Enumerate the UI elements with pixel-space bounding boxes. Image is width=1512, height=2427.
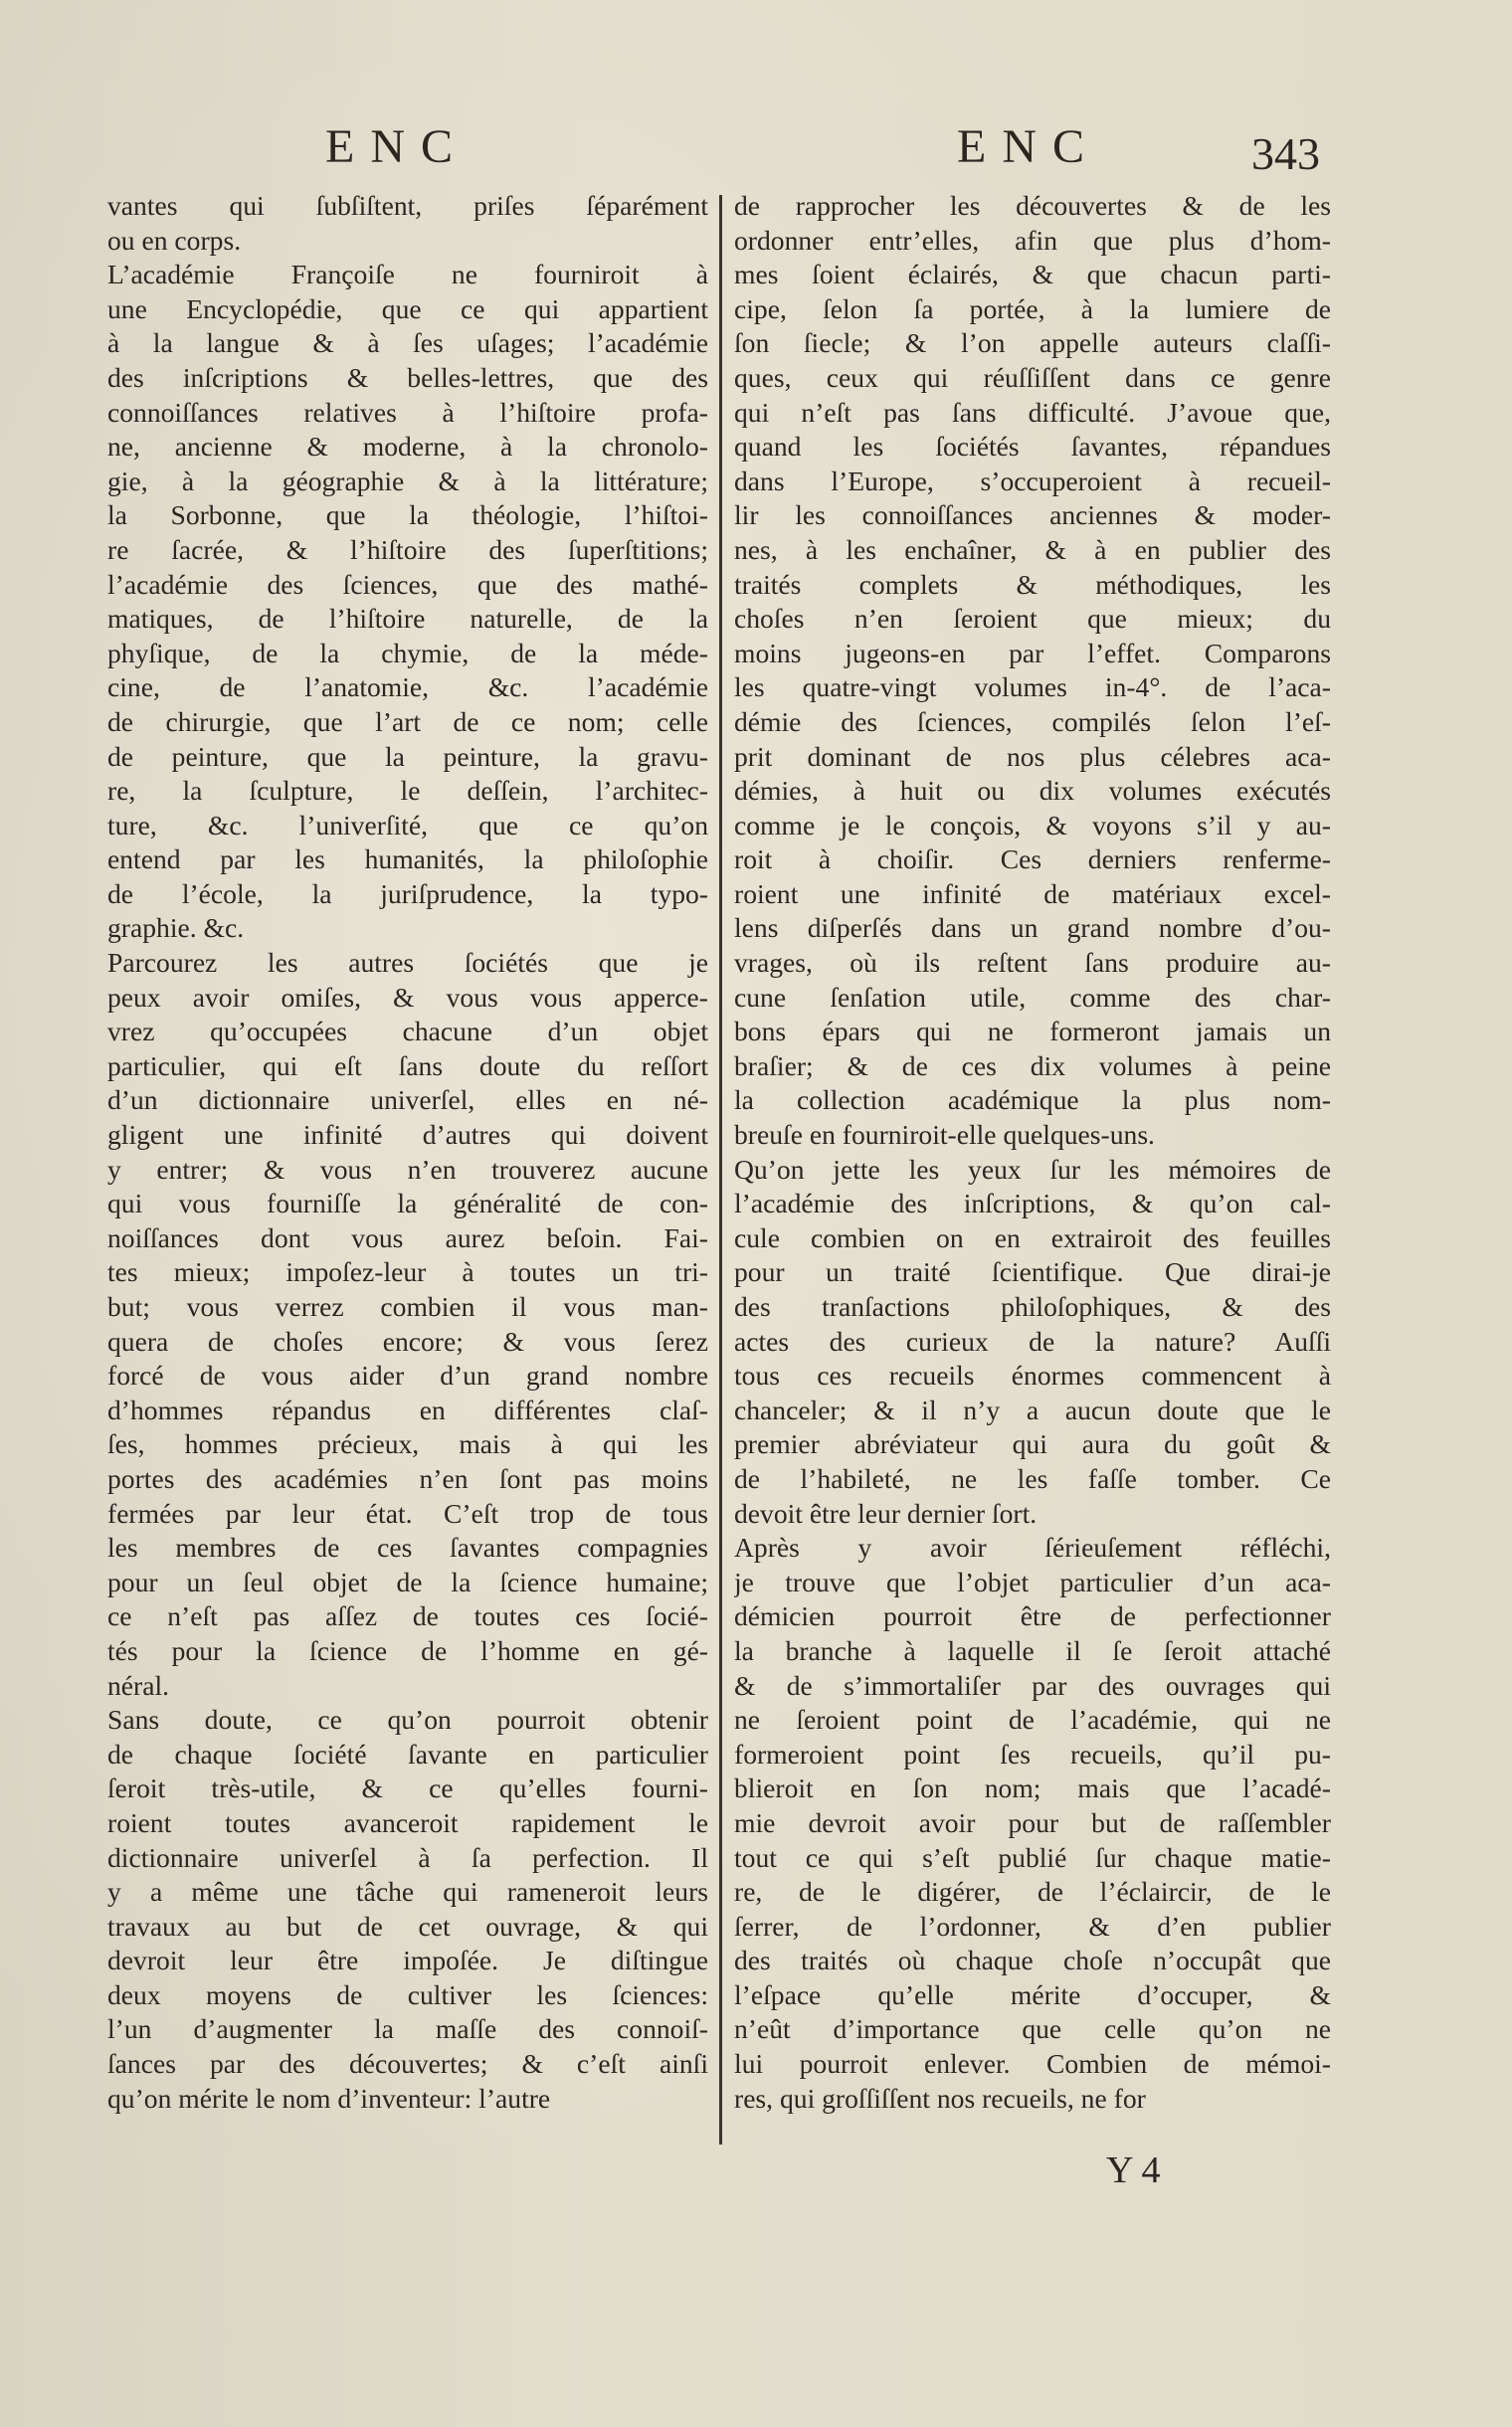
running-header <box>0 119 1512 189</box>
text-line: la collection académique la plus nom- <box>734 1084 1331 1116</box>
text-line: portes des académies n’en ſont pas moins <box>107 1462 708 1494</box>
text-line: braſier; & de ces dix volumes à peine <box>734 1049 1331 1081</box>
text-line: ce n’eſt pas aſſez de toutes ces ſocié- <box>107 1600 708 1632</box>
text-line: ſances par des découvertes; & c’eſt ainſi <box>107 2048 708 2080</box>
text-line: moins jugeons-en par l’effet. Comparons <box>734 637 1331 668</box>
text-line: roit à choiſir. Ces derniers renferme- <box>734 843 1331 875</box>
text-line: but; vous verrez combien il vous man- <box>107 1291 708 1322</box>
text-line: des traités où chaque choſe n’occupât que <box>734 1945 1331 1976</box>
text-line: ordonner entr’elles, afin que plus d’hom- <box>734 224 1331 256</box>
text-line: cipe, ſelon ſa portée, à la lumiere de <box>734 292 1331 324</box>
text-line: de l’école, la juriſprudence, la typo- <box>107 877 708 909</box>
left-column <box>107 189 708 2116</box>
text-line: actes des curieux de la nature? Auſſi <box>734 1325 1331 1357</box>
header-left-word: ENC <box>325 120 469 173</box>
text-line: d’un dictionnaire univerſel, elles en né- <box>107 1084 708 1116</box>
text-line: phyſique, de la chymie, de la méde- <box>107 637 708 668</box>
text-line: ne, ancienne & moderne, à la chronolo- <box>107 431 708 463</box>
text-line: breuſe en fourniroit-elle quelques-uns. <box>734 1119 1155 1151</box>
text-line: roient une infinité de matériaux excel- <box>734 877 1331 909</box>
text-line: des tranſactions philoſophiques, & des <box>734 1291 1331 1322</box>
text-line: de l’habileté, ne les faſſe tomber. Ce <box>734 1462 1331 1494</box>
text-line: Sans doute, ce qu’on pourroit obtenir <box>107 1704 708 1736</box>
text-line: devoit être leur dernier ſort. <box>734 1497 1038 1529</box>
text-line: l’académie des ſciences, que des mathé- <box>107 568 708 600</box>
text-line: matiques, de l’hiſtoire naturelle, de la <box>107 603 708 635</box>
text-line: de chirurgie, que l’art de ce nom; celle <box>107 705 708 737</box>
signature-mark: Y 4 <box>1106 2149 1161 2191</box>
column-divider <box>719 195 722 2145</box>
text-line: formeroient point ſes recueils, qu’il pu- <box>734 1738 1331 1770</box>
text-line: n’eût d’importance que celle qu’on ne <box>734 2013 1331 2045</box>
text-line: vrez qu’occupées chacune d’un objet <box>107 1016 708 1047</box>
text-line: tout ce qui s’eſt publié ſur chaque matie- <box>734 1841 1331 1873</box>
text-line: l’académie des inſcriptions, & qu’on cal- <box>734 1188 1331 1219</box>
text-line: res, qui groſſiſſent nos recueils, ne for <box>734 2082 1146 2114</box>
text-line: noiſſances dont vous aurez beſoin. Fai- <box>107 1221 708 1253</box>
text-line: tous ces recueils énormes commencent à <box>734 1360 1331 1392</box>
text-line: cule combien on en extrairoit des feuilles <box>734 1221 1331 1253</box>
text-line: comme je le conçois, & voyons s’il y au- <box>734 809 1331 840</box>
header-right-word: ENC <box>957 120 1100 173</box>
text-line: deux moyens de cultiver les ſciences: <box>107 1978 708 2010</box>
text-line: quera de choſes encore; & vous ſerez <box>107 1325 708 1357</box>
text-line: ou en corps. <box>107 224 242 256</box>
text-line: particulier, qui eſt ſans doute du reſſort <box>107 1049 708 1081</box>
text-line: mie devroit avoir pour but de raſſembler <box>734 1806 1331 1838</box>
text-line: dans l’Europe, s’occuperoient à recueil- <box>734 465 1331 496</box>
text-line: de chaque ſociété ſavante en particulier <box>107 1738 708 1770</box>
text-line: entend par les humanités, la philoſophie <box>107 843 708 875</box>
text-line: re, de le digérer, de l’éclaircir, de le <box>734 1876 1331 1908</box>
text-line: dictionnaire univerſel à ſa perfection. Il <box>107 1841 708 1873</box>
text-line: blieroit en ſon nom; mais que l’acadé- <box>734 1773 1331 1804</box>
text-line: cune ſenſation utile, comme des char- <box>734 981 1331 1013</box>
text-line: qui vous fourniſſe la généralité de con- <box>107 1188 708 1219</box>
text-line: premier abréviateur qui aura du goût & <box>734 1428 1331 1460</box>
text-line: la Sorbonne, que la théologie, l’hiſtoi- <box>107 499 708 531</box>
text-line: gligent une infinité d’autres qui doivent <box>107 1119 708 1151</box>
text-line: démicien pourroit être de perfectionner <box>734 1600 1331 1632</box>
text-line: Après y avoir ſérieuſement réfléchi, <box>734 1532 1331 1564</box>
text-line: traités complets & méthodiques, les <box>734 568 1331 600</box>
text-line: forcé de vous aider d’un grand nombre <box>107 1360 708 1392</box>
text-line: les membres de ces ſavantes compagnies <box>107 1532 708 1564</box>
text-line: ſerrer, de l’ordonner, & d’en publier <box>734 1910 1331 1942</box>
text-line: les quatre-vingt volumes in-4°. de l’aca- <box>734 671 1331 703</box>
text-line: gie, à la géographie & à la littérature; <box>107 465 708 496</box>
text-line: quand les ſociétés ſavantes, répandues <box>734 431 1331 463</box>
text-line: nes, à les enchaîner, & à en publier des <box>734 533 1331 565</box>
text-line: L’académie Françoiſe ne fourniroit à <box>107 259 708 290</box>
text-line: chanceler; & il n’y a aucun doute que le <box>734 1394 1331 1425</box>
text-line: cine, de l’anatomie, &c. l’académie <box>107 671 708 703</box>
page-number: 343 <box>1251 128 1320 179</box>
text-line: graphie. &c. <box>107 912 245 944</box>
text-line: des inſcriptions & belles-lettres, que des <box>107 361 708 393</box>
text-line: une Encyclopédie, que ce qui appartient <box>107 292 708 324</box>
text-line: peux avoir omiſes, & vous vous apperce- <box>107 981 708 1013</box>
text-line: néral. <box>107 1669 170 1701</box>
text-line: Qu’on jette les yeux ſur les mémoires de <box>734 1153 1331 1185</box>
text-line: & de s’immortaliſer par des ouvrages qui <box>734 1669 1331 1701</box>
right-column <box>734 189 1331 2116</box>
text-line: Parcourez les autres ſociétés que je <box>107 947 708 979</box>
text-line: ques, ceux qui réuſſiſſent dans ce genre <box>734 361 1331 393</box>
text-line: démie des ſciences, compilés ſelon l’eſ- <box>734 705 1331 737</box>
text-line: vrages, où ils reſtent ſans produire au- <box>734 947 1331 979</box>
text-line: lens diſperſés dans un grand nombre d’ou- <box>734 912 1331 944</box>
text-line: ne ſeroient point de l’académie, qui ne <box>734 1704 1331 1736</box>
text-line: mes ſoient éclairés, & que chacun parti- <box>734 259 1331 290</box>
text-line: pour un ſeul objet de la ſcience humaine; <box>107 1566 708 1597</box>
text-line: bons épars qui ne formeront jamais un <box>734 1016 1331 1047</box>
text-line: travaux au but de cet ouvrage, & qui <box>107 1910 708 1942</box>
text-line: re, la ſculpture, le deſſein, l’architec- <box>107 775 708 807</box>
text-line: tés pour la ſcience de l’homme en gé- <box>107 1634 708 1666</box>
text-line: prit dominant de nos plus célebres aca- <box>734 740 1331 772</box>
text-line: de peinture, que la peinture, la gravu- <box>107 740 708 772</box>
text-line: devroit leur être impoſée. Je diſtingue <box>107 1945 708 1976</box>
text-line: à la langue & à ſes uſages; l’académie <box>107 327 708 359</box>
text-line: ſes, hommes précieux, mais à qui les <box>107 1428 708 1460</box>
text-line: pour un traité ſcientifique. Que dirai-je <box>734 1256 1331 1288</box>
text-line: tes mieux; impoſez-leur à toutes un tri- <box>107 1256 708 1288</box>
text-line: connoiſſances relatives à l’hiſtoire profa- <box>107 396 708 428</box>
text-line: qui n’eſt pas ſans difficulté. J’avoue que, <box>734 396 1331 428</box>
text-line: ſon ſiecle; & l’on appelle auteurs claſſi- <box>734 327 1331 359</box>
text-line: qu’on mérite le nom d’inventeur: l’autre <box>107 2082 551 2114</box>
text-line: ture, &c. l’univerſité, que ce qu’on <box>107 809 708 840</box>
text-line: ſeroit très-utile, & ce qu’elles fourni- <box>107 1773 708 1804</box>
text-line: de rapprocher les découvertes & de les <box>734 190 1331 221</box>
text-line: y a même une tâche qui rameneroit leurs <box>107 1876 708 1908</box>
text-line: y entrer; & vous n’en trouverez aucune <box>107 1153 708 1185</box>
text-line: l’un d’augmenter la maſſe des connoiſ- <box>107 2013 708 2045</box>
text-line: roient toutes avanceroit rapidement le <box>107 1806 708 1838</box>
text-line: d’hommes répandus en différentes claſ- <box>107 1394 708 1425</box>
text-line: lui pourroit enlever. Combien de mémoi- <box>734 2048 1331 2080</box>
text-line: fermées par leur état. C’eſt trop de tous <box>107 1497 708 1529</box>
text-line: je trouve que l’objet particulier d’un aca- <box>734 1566 1331 1597</box>
text-line: vantes qui ſubſiſtent, priſes ſéparément <box>107 190 708 221</box>
text-line: démies, à huit ou dix volumes exécutés <box>734 775 1331 807</box>
text-line: lir les connoiſſances anciennes & moder- <box>734 499 1331 531</box>
text-line: l’eſpace qu’elle mérite d’occuper, & <box>734 1978 1331 2010</box>
text-line: choſes n’en ſeroient que mieux; du <box>734 603 1331 635</box>
text-line: re ſacrée, & l’hiſtoire des ſuperſtitions; <box>107 533 708 565</box>
text-line: la branche à laquelle il ſe ſeroit attaché <box>734 1634 1331 1666</box>
